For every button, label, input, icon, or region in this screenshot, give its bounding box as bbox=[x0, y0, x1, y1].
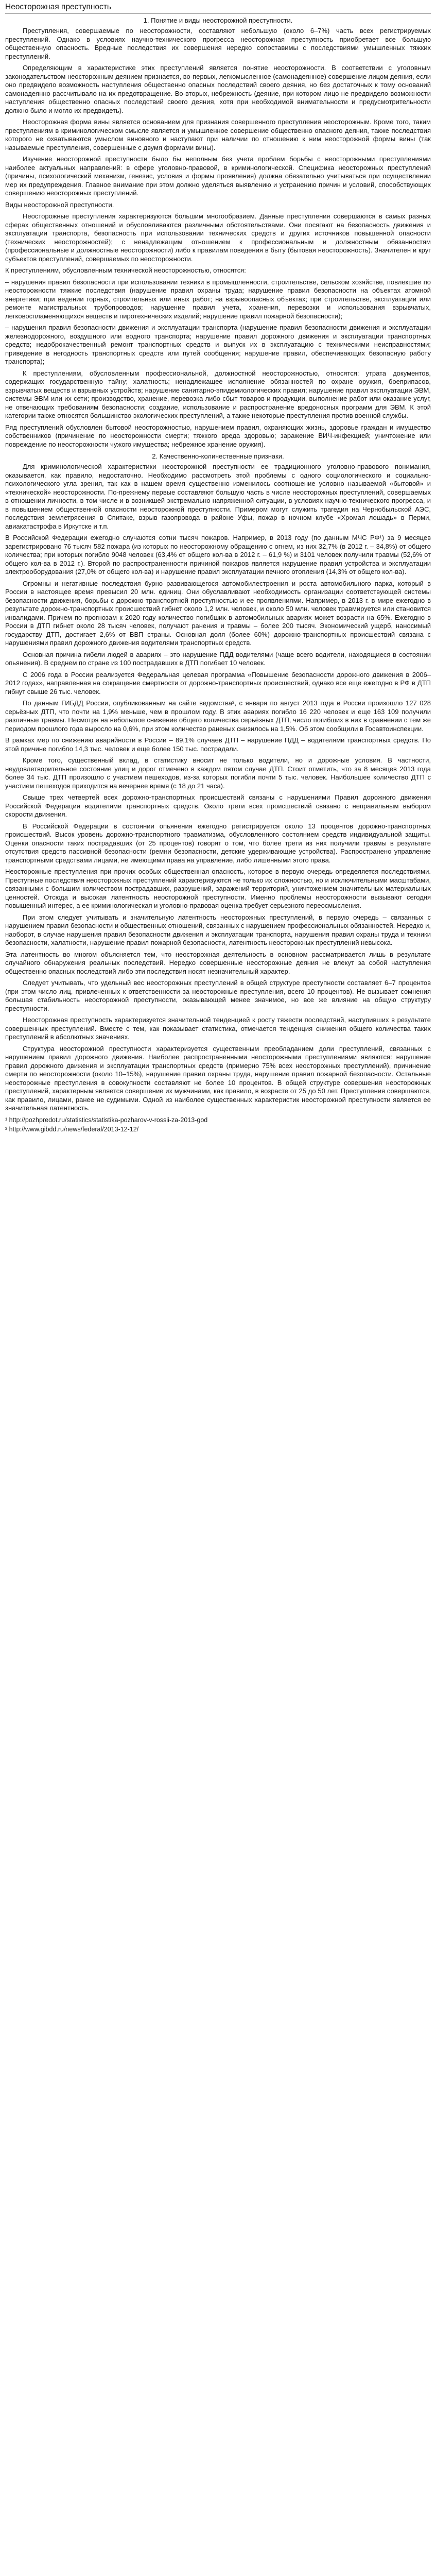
paragraph: Неосторожная преступность характеризуется значительной тенденцией к росту тяжести последствий, наступивших в результате совершенных преступлений. Вместе с тем, как показывает статистика, отмечается тенденция снижения общего количества таких преступлений в абсолютных значениях. bbox=[5, 1016, 431, 1041]
paragraph: Преступления, совершаемые по неосторожности, составляют небольшую (около 6–7%) часть всех регистрируемых преступлений. Однако в условиях научно-технического прогресса неосторожная преступность приобретает все большую общественную опасность. Вредные последствия их совершения нередко сопоставимы с последствиями умышленных тяжких преступлений. bbox=[5, 27, 431, 60]
paragraph: – нарушения правил безопасности при использовании техники в промышленности, строительстве, сельском хозяйстве, повлекшие по неосторожности тяжкие последствия (нарушение правил охраны труда; нарушение правил безопасности на объектах атомной энергетики; при ведении горных, строительных или иных работ; на взрывоопасных объектах; при строительстве, эксплуатации или ремонте магистральных трубопроводов; нарушение правил учета, хранения, перевозки и использования взрывчатых, легковоспламеняющихся веществ и пиротехнических изделий; нарушение правил пожарной безопасности); bbox=[5, 278, 431, 320]
paragraph: Кроме того, существенный вклад, в статистику вносит не только водители, но и дорожные условия. В частности, неудовлетворительное состояние улиц и дорог отмечено в каждом пятом случае ДТП. Стоит отметить, что за 8 месяцев 2013 года более 34 тыс. ДТП произошло с участием пешеходов, из-за которых погибли почти 5 тыс. человек. Наибольшее количество ДТП с участием пешеходов приходится на вечернее время (с 18 до 21 часа). bbox=[5, 756, 431, 790]
footnote: ¹ http://pozhpredot.ru/statistics/statistika-pozharov-v-rossii-za-2013-god bbox=[5, 1116, 208, 1124]
paragraph: Следует учитывать, что удельный вес неосторожных преступлений в общей структуре преступности составляет 6–7 процентов (при этом число лиц, привлеченных к ответственности за неосторожные преступления, всего 10 процентов). Не вызывает сомнения большая стабильность неосторожной преступности, оказывающей менее значимое, но все же влияние на общую структуру преступности. bbox=[5, 979, 431, 1012]
paragraph: Виды неосторожной преступности. bbox=[5, 200, 114, 209]
paragraph: Неосторожные преступления при прочих особых общественная опасность, которое в первую очередь определяется последствиями. Преступные последствия неосторожных преступлений характеризуются не только их сложностью, но и исключительными масштабами, связанными с большим количеством пострадавших, разрушений, заражений территорий, уничтожением значительных материальных ценностей. Отсюда и высокая латентность неосторожной преступности. Именно проблемы неосторожности вызывают сегодня повышенный интерес, а ее криминологическая и уголовно-правовая оценка требует серьезного переосмысления. bbox=[5, 868, 431, 909]
paragraph: С 2006 года в России реализуется Федеральная целевая программа «Повышение безопасности дорожного движения в 2006–2012 годах», направленная на сокращение смертности от дорожно-транспортных происшествий, однако все еще ежегодно в РФ в ДТП гибнут свыше 26 тыс. человек. bbox=[5, 670, 431, 696]
paragraph: Неосторожная форма вины является основанием для признания совершенного преступления неосторожным. Кроме того, таким преступлениям в криминологическом смысле является и умышленное совершение общественно опасного деяния, также последствия которого не охватываются умыслом виновного и наступают при наличии по отношению к ним неосторожной формы вины (так называемые преступления, совершенные с двумя формами вины). bbox=[5, 118, 431, 151]
paragraph: По данным ГИБДД России, опубликованным на сайте ведомства², с января по август 2013 года в России произошло 127 028 серьёзных ДТП, что почти на 1,9% меньше, чем в прошлом году. В этих авариях погибло 16 220 человек и еще 163 109 получили различные травмы. Несмотря на небольшое снижение общего количества серьёзных ДТП, число погибших в них в сравнении с тем же периодом прошлого года выросло на 0,6%, при этом количество раненых снизилось на 1,5%. Об этом сообщили в Госавтоинспекции. bbox=[5, 699, 431, 733]
document-page bbox=[0, 0, 436, 1141]
paragraph: Определяющим в характеристике этих преступлений является понятие неосторожности. В соответствии с уголовным законодательством неосторожным деянием признается, во-первых, легкомысленное (самонадеянное) совершение лицом деяния, если оно предвидело возможность наступления общественно опасных последствий своего деяния, но без достаточных к тому оснований самонадеянно рассчитывало на их предотвращение. Во-вторых, небрежность (деяние, при котором лицо не предвидело возможности наступления общественно опасных последствий своего деяния, хотя при необходимой внимательности и предусмотрительности должно было и могло их предвидеть). bbox=[5, 64, 431, 114]
paragraph: К преступлениям, обусловленным технической неосторожностью, относятся: bbox=[5, 266, 246, 274]
footnotes bbox=[5, 1116, 431, 1133]
paragraph: К преступлениям, обусловленным профессиональной, должностной неосторожностью, относятся: утрата документов, содержащих государственную тайну; халатность; ненадлежащее исполнение обязанностей по охране оружия, боеприпасов, взрывчатых веществ и взрывных устройств; нарушение санитарно-эпидемиологических правил; нарушение правил эксплуатации ЭВМ, системы ЭВМ или их сети; производство, хранение, перевозка либо сбыт товаров и продукции, выполнение работ или оказание услуг, не отвечающих требованиям безопасности; создание, использование и распространение вредоносных программ для ЭВМ. К этой категории также относятся большинство экологических преступлений, а также некоторые преступления против военной службы. bbox=[5, 369, 431, 419]
paragraph: – нарушения правил безопасности движения и эксплуатации транспорта (нарушение правил безопасности движения и эксплуатации железнодорожного, воздушного или водного транспорта; нарушение правил дорожного движения и эксплуатации транспортных средств; недоброкачественный ремонт транспортных средств и выпуск их в эксплуатацию с техническими неисправностями; приведение в негодность транспортных средств или путей сообщения; нарушение правил, обеспечивающих безопасную работу транспорта); bbox=[5, 324, 431, 365]
section-heading: 2. Качественно-количественные признаки. bbox=[152, 452, 284, 460]
footnote: ² http://www.gibdd.ru/news/federal/2013-12-12/ bbox=[5, 1125, 139, 1133]
paragraph: Изучение неосторожной преступности было бы неполным без учета проблем борьбы с неосторожными преступлениями наиболее актуальных направлений: в сфере уголовно-правовой, в криминологической. Специфика неосторожных преступлений (причины, психологический механизм, генезис, условия и формы проявления) должна обязательно учитываться при осуществлении мер их предупреждения. Главное внимание при этом должно уделяться выявлению и устранению причин и условий, способствующих совершению неосторожных преступлений. bbox=[5, 155, 431, 197]
paragraph: В Российской Федерации ежегодно случаются сотни тысяч пожаров. Например, в 2013 году (по данным МЧС РФ¹) за 9 месяцев зарегистрировано 76 тысяч 582 пожара (из которых по неосторожному обращению с огнем, из них 32,7% (в 2012 г. – 34,8%) от общего количества; при которых погибло 9048 человек (63,4% от общего кол-ва в 2012 г. – 61,9 %) и 3101 человек получили травмы (52,6% от общего кол-ва в 2012 г.). Второй по распространенности причиной пожаров является нарушение правил устройства и эксплуатации электрооборудования (27,0% от общего кол-ва) и нарушение правил эксплуатации печного отопления (14,3% от общего кол-ва). bbox=[5, 534, 431, 575]
paragraph: Структура неосторожной преступности характеризуется существенным преобладанием доли преступлений, связанных с нарушением правил дорожного движения. Наиболее распространенными неосторожными преступлениями являются: нарушение правил дорожного движения и эксплуатации транспортных средств (примерно 75% всех неосторожных преступлений), причинение смерти по неосторожности (около 10–15%), нарушение правил охраны труда, нарушение правил пожарной безопасности. Остальные неосторожные преступления в совокупности составляют не более 10 процентов. В общей структуре совершения неосторожных преступлений, характерным является совершение их мужчинами, как правило, в возрасте от 25 до 50 лет. Преступления совершаются, как правило, лицами, ранее не судимыми. Одной из наиболее существенных характеристик неосторожной преступности является ее значительная латентность. bbox=[5, 1044, 431, 1112]
paragraph: Эта латентность во многом объясняется тем, что неосторожная деятельность в основном рассматривается лишь в результате случайного обнаружения реальных последствий. Нередко совершенные неосторожные деяния не влекут за собой наступления общественно опасных последствий либо эти последствия носят незначительный характер. bbox=[5, 950, 431, 975]
paragraph: Неосторожные преступления характеризуются большим многообразием. Данные преступления совершаются в самых разных сферах общественных отношений и обусловливаются различными обстоятельствами. Они посягают на безопасность движения и эксплуатации транспорта, безопасность при использовании технических средств и других источников повышенной опасности (технических неосторожностей); с ненадлежащим отношением к профессиональным и должностным обязанностям (профессиональные и должностные неосторожности) либо к правилам поведения в быту (бытовая неосторожность). Значителен и круг субъектов преступлений, совершаемых по неосторожности. bbox=[5, 212, 431, 263]
paragraph: Основная причина гибели людей в авариях – это нарушение ПДД водителями (чаще всего водители, находящиеся в состоянии опьянения). В среднем по стране из 100 пострадавших в ДТП погибает 10 человек. bbox=[5, 650, 431, 667]
page-title: Неосторожная преступность bbox=[5, 2, 431, 14]
section-1 bbox=[5, 16, 431, 449]
paragraph: Огромны и негативные последствия бурно развивающегося автомобилестроения и роста автомобильного парка, который в России в настоящее время превысил 20 млн. единиц. Они обуславливают необходимость организации соответствующей системы безопасности движения, борьбы с дорожно-транспортной преступностью и ее проявлениями. Например, в 2013 г. в мире ежегодно в результате дорожно-транспортных происшествий гибнет около 1,2 млн. человек, и около 50 млн. человек травмируется или становится инвалидами. Причем по прогнозам к 2020 году количество погибших в автомобильных авариях может возрасти на 65%. Ежегодно в России в ДТП гибнет около 28 тысяч человек, получают ранения и травмы – более 200 тысяч. Экономический ущерб, наносимый государству ДТП, достигает 2,6% от ВВП страны. Основная доля (более 60%) дорожно-транспортных происшествий связана с нарушениями правил дорожного движения водителями транспортных средств. bbox=[5, 579, 431, 647]
section-heading: 1. Понятие и виды неосторожной преступности. bbox=[143, 16, 293, 24]
paragraph: При этом следует учитывать и значительную латентность неосторожных преступлений, в первую очередь – связанных с нарушением правил безопасности и общественных отношений, связанных с нарушением профессиональных обязанностей. Нередко и, наоборот, в случае нарушения правил безопасности движения и эксплуатации транспорта, нарушения правил охраны труда и техники безопасности, халатности, нарушение правил пожарной безопасности, латентность неосторожных преступлений невысока. bbox=[5, 913, 431, 946]
paragraph: Свыше трех четвертей всех дорожно-транспортных происшествий связаны с нарушениями Правил дорожного движения Российской Федерации водителями транспортных средств. Около трети всех происшествий связано с неправильным выбором скорости движения. bbox=[5, 793, 431, 818]
paragraph: Ряд преступлений обусловлен бытовой неосторожностью, нарушением правил, охраняющих жизнь, здоровье граждан и имущество собственников (причинение по неосторожности смерти; тяжкого вреда здоровью; заражение ВИЧ-инфекцией; уничтожение или повреждение по неосторожности чужого имущества; небрежное хранение оружия). bbox=[5, 423, 431, 448]
paragraph: В рамках мер по снижению аварийности в России – 89,1% случаев ДТП – нарушение ПДД – водителями транспортных средств. По этой причине погибло 14,3 тыс. человек и еще более 150 тыс. пострадали. bbox=[5, 736, 431, 753]
paragraph: В Российской Федерации в состоянии опьянения ежегодно регистрируется около 13 процентов дорожно-транспортных происшествий. Высок уровень дорожно-транспортного травматизма, обусловленного состоянием средств индивидуальной защиты. Оценки опасности таких пострадавших (от 25 процентов) говорят о том, что более трети из них получили травмы в результате отсутствия средств пассивной безопасности (ремни безопасности, детские удерживающие устройства). Распространено управление транспортными средствами лицами, не имеющими права на управление, либо лишенными этого права. bbox=[5, 822, 431, 864]
section-2 bbox=[5, 452, 431, 1113]
paragraph: Для криминологической характеристики неосторожной преступности ее традиционного уголовно-правового понимания, оказывается, как правило, недостаточно. Необходимо рассмотреть этой проблемы с одного социологического и социально-психологического угла зрения, так как в нашем время существенно изменилось соотношение условно называемой «бытовой» и «технической» неосторожности. По-прежнему первые составляют большую часть в числе неосторожных преступлений, совершаемых в отношении личности, в том числе и в возникшей экстремально напряженной ситуации, в условиях научно-технического прогресса, и в повышением общественной опасности неосторожной преступности. Примером могут служить трагедия на Чернобыльской АЭС, последствия землетрясения в Спитаке, взрыв газопровода в районе Уфы, пожар в ночном клубе «Хромая лошадь» в Перми, авиакатастрофа в Иркутске и т.п. bbox=[5, 463, 431, 530]
